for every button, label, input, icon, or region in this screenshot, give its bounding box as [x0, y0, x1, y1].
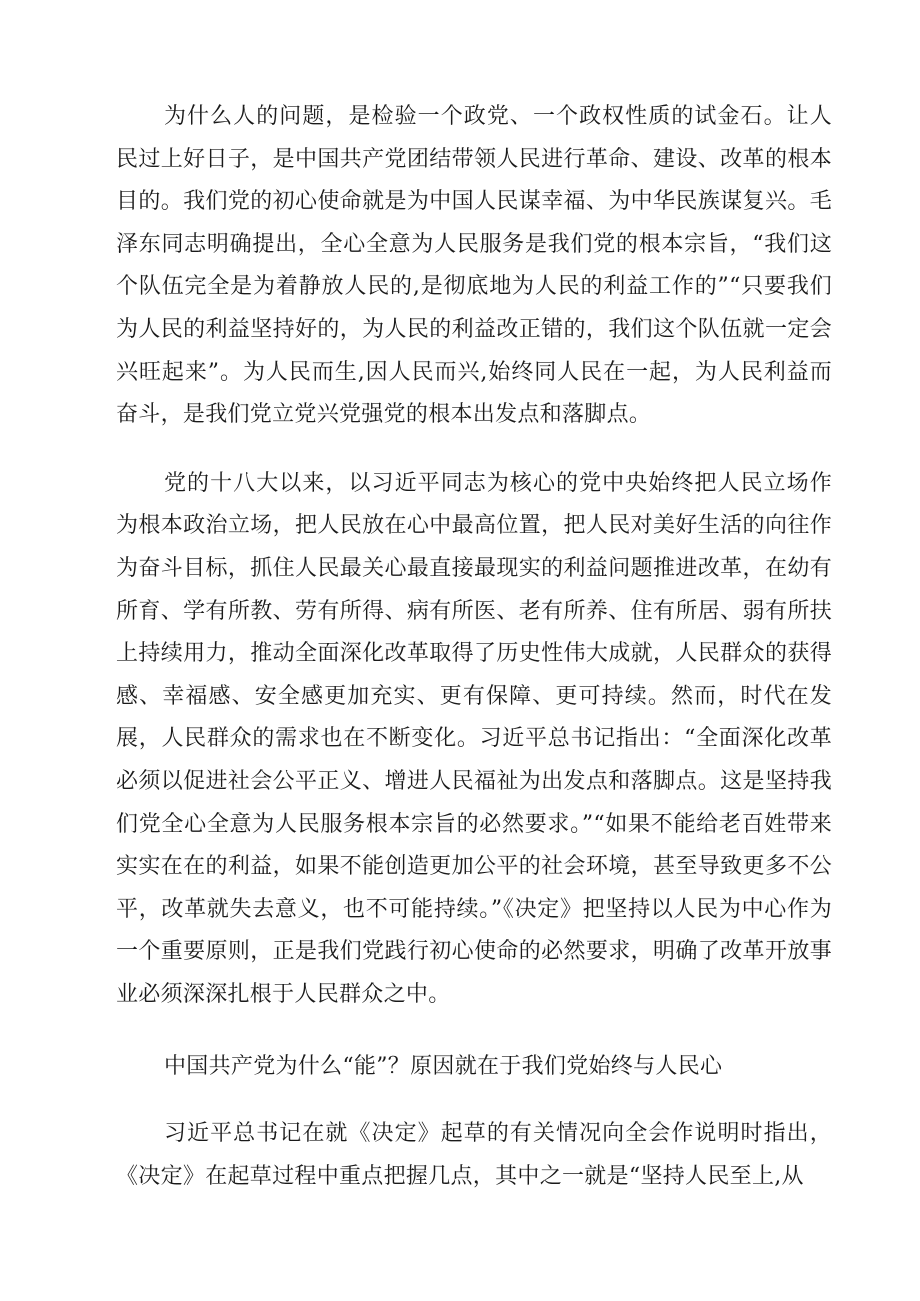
paragraph-2: 党的十八大以来，以习近平同志为核心的党中央始终把人民立场作为根本政治立场，把人民放在心中最高位置，把人民对美好生活的向往作为奋斗目标，抓住人民最关心最直接最现实的利益问题推进改革，在幼有所育、学有所教、劳有所得、病有所医、老有所养、住有所居、弱有所扶上持续用力，推动全面深化改革取得了历史性伟大成就，人民群众的获得感、幸福感、安全感更加充实、更有保障、更可持续。然而，时代在发展，人民群众的需求也在不断变化。习近平总书记指出：“全面深化改革必须以促进社会公平正义、增进人民福祉为出发点和落脚点。这是坚持我们党全心全意为人民服务根本宗旨的必然要求。”“如果不能给老百姓带来实实在在的利益，如果不能创造更加公平的社会环境，甚至导致更多不公平，改革就失去意义，也不可能持续。”《决定》把坚持以人民为中心作为一个重要原则，正是我们党践行初心使命的必然要求，明确了改革开放事业必须深深扎根于人民群众之中。	[116, 470, 832, 1007]
paragraph-1: 为什么人的问题，是检验一个政党、一个政权性质的试金石。让人民过上好日子，是中国共产党团结带领人民进行革命、建设、改革的根本目的。我们党的初心使命就是为中国人民谋幸福、为中华民族谋复兴。毛泽东同志明确提出，全心全意为人民服务是我们党的根本宗旨，“我们这个队伍完全是为着静放人民的,是彻底地为人民的利益工作的”“只要我们为人民的利益坚持好的，为人民的利益改正错的，我们这个队伍就一定会兴旺起来”。为人民而生,因人民而兴,始终同人民在一起，为人民利益而奋斗，是我们党立党兴党强党的根本出发点和落脚点。	[116, 104, 832, 428]
document-page	[116, 96, 832, 1198]
paragraph-4: 习近平总书记在就《决定》起草的有关情况向全会作说明时指出，《决定》在起草过程中重点把握几点，其中之一就是“坚持人民至上,从	[116, 1121, 832, 1189]
paragraph-3: 中国共产党为什么“能”？原因就在于我们党始终与人民心	[164, 1054, 723, 1080]
